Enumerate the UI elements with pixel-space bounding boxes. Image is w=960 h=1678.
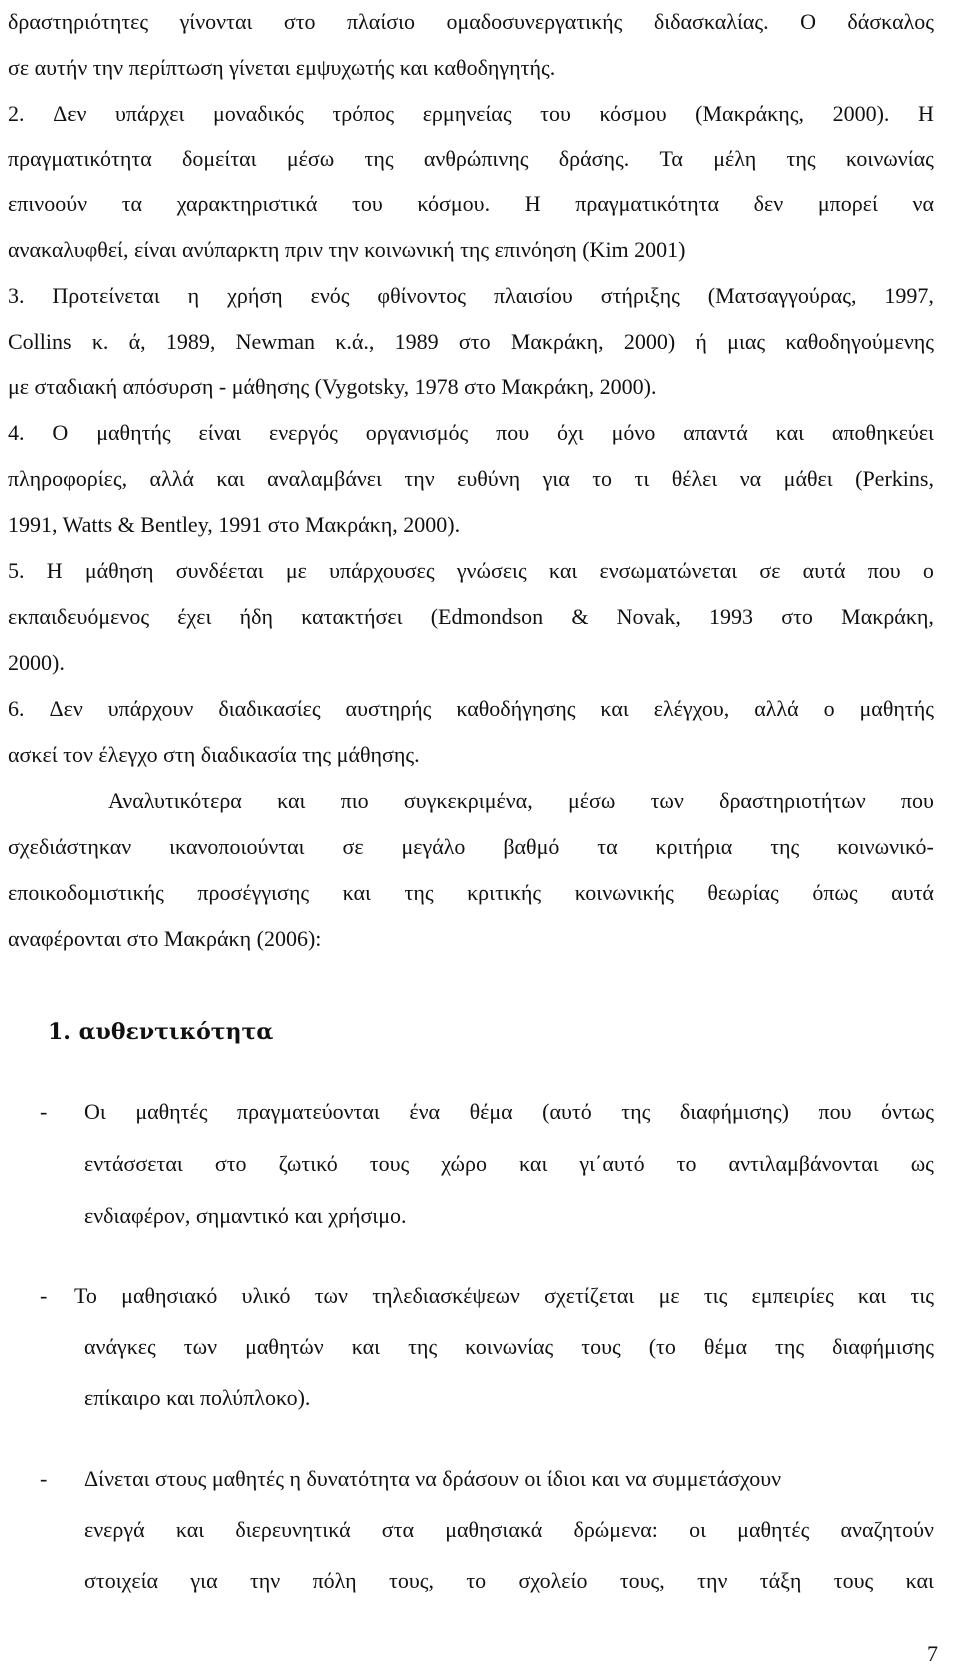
word: ένα	[409, 1099, 441, 1124]
word: 1989,	[165, 329, 216, 354]
word: που	[818, 1099, 852, 1124]
bullet-line	[84, 1567, 934, 1595]
word: θέλει	[671, 466, 718, 491]
word: Η	[524, 191, 541, 216]
word: των	[183, 1334, 218, 1359]
word: τους	[833, 1568, 874, 1593]
word: 2000).	[832, 101, 890, 126]
word: φθίνοντος	[377, 283, 467, 308]
word: τα	[597, 834, 618, 859]
word: αντιλαμβάνονται	[728, 1151, 879, 1176]
word: οι	[689, 1517, 706, 1542]
word: εκπαιδευόμενος	[8, 604, 150, 629]
word: που	[867, 558, 901, 583]
word: σχετίζεται	[544, 1283, 635, 1308]
word: διαδικασίες	[218, 696, 321, 721]
word: έχει	[177, 604, 212, 629]
word: αναζητούν	[840, 1517, 934, 1542]
word: 5.	[8, 558, 25, 583]
text-line	[8, 145, 934, 173]
word: πιο	[340, 788, 369, 813]
word: ομαδοσυνεργατικής	[446, 9, 623, 34]
word: να	[739, 466, 762, 491]
word: 3.	[8, 283, 25, 308]
word: (Perkins,	[855, 466, 934, 491]
word: τους	[581, 1334, 621, 1359]
word: σχολείο	[518, 1568, 588, 1593]
word: (Μακράκης,	[695, 101, 804, 126]
word: μέσω	[567, 788, 616, 813]
word: της	[408, 1334, 438, 1359]
word: δρώμενα:	[573, 1517, 658, 1542]
word: και	[216, 466, 245, 491]
word: θέμα	[703, 1334, 748, 1359]
word: διαφήμισης	[832, 1334, 934, 1359]
text-line	[8, 833, 934, 861]
word: τους,	[619, 1568, 665, 1593]
word: τάξη	[759, 1568, 802, 1593]
word: ενεργά	[84, 1517, 145, 1542]
word: εποικοδομιστικής	[8, 880, 164, 905]
word: και	[519, 1151, 548, 1176]
text-line: 1991, Watts & Bentley, 1991 στο Μακράκη, 2000).	[8, 512, 461, 537]
word: συνδέεται	[175, 558, 264, 583]
word: μάθει	[783, 466, 833, 491]
word: διαφήμισης)	[679, 1099, 789, 1124]
word: σε	[759, 558, 781, 583]
word: 2000)	[623, 329, 676, 354]
word: Η	[917, 101, 934, 126]
bullet-dash: -	[40, 1099, 48, 1124]
word: στήριξης	[600, 283, 680, 308]
word: μαθησιακό	[121, 1283, 218, 1308]
word: δράσης.	[558, 146, 630, 171]
word: στο	[214, 1151, 247, 1176]
word: είναι	[198, 420, 242, 445]
word: ο	[823, 696, 835, 721]
word: δραστηριότητες	[8, 9, 149, 34]
word: μαθητής	[96, 420, 171, 445]
word: στοιχεία	[84, 1568, 159, 1593]
word: Οι	[84, 1099, 106, 1124]
text-line: αναφέρονται στο Μακράκη (2006):	[8, 926, 322, 951]
word: δομείται	[182, 146, 257, 171]
word: Ο	[52, 420, 69, 445]
word: γνώσεις	[456, 558, 527, 583]
word: υλικό	[241, 1283, 291, 1308]
word: και	[775, 420, 805, 445]
word: ήδη	[239, 604, 274, 629]
word: των	[314, 1283, 348, 1308]
word: πληροφορίες,	[8, 466, 128, 491]
word: της	[770, 834, 800, 859]
bullet-line: Δίνεται στους μαθητές η δυνατότητα να δράσουν οι ίδιοι και να συμμετάσχουν	[84, 1466, 782, 1491]
word: (αυτό	[542, 1099, 592, 1124]
text-line	[108, 787, 934, 815]
word: βαθμό	[503, 834, 560, 859]
section-heading: 1. αυθεντικότητα	[48, 1019, 274, 1045]
word: Δεν	[49, 696, 83, 721]
word: του	[352, 191, 383, 216]
word: 1997,	[884, 283, 934, 308]
word: κοινωνικό-	[837, 834, 934, 859]
word: δραστηριοτήτων	[719, 788, 866, 813]
word: της	[786, 146, 816, 171]
word: &	[571, 604, 589, 629]
word: κοινωνίας	[465, 1334, 554, 1359]
text-line	[8, 419, 934, 447]
word: δάσκαλος	[847, 9, 934, 34]
word: Collins	[8, 329, 72, 354]
word: στο	[458, 329, 491, 354]
word: προσέγγισης	[197, 880, 310, 905]
word: χώρο	[441, 1151, 487, 1176]
word: ο	[922, 558, 934, 583]
word: γίνονται	[179, 9, 253, 34]
word: τηλεδιασκέψεων	[372, 1283, 520, 1308]
word: Δεν	[53, 101, 87, 126]
word: που	[496, 420, 530, 445]
word: 6.	[8, 696, 25, 721]
bullet-line	[74, 1282, 934, 1310]
word: αυτά	[891, 880, 934, 905]
word: 1989	[394, 329, 439, 354]
text-line: σε αυτήν την περίπτωση γίνεται εμψυχωτής και καθοδηγητής.	[8, 55, 556, 80]
word: αυστηρής	[345, 696, 432, 721]
word: ανθρώπινης	[423, 146, 529, 171]
word: μέσω	[286, 146, 335, 171]
text-line	[8, 100, 934, 128]
bullet-dash: -	[40, 1283, 48, 1308]
word: στο	[283, 9, 316, 34]
word: πόλη	[312, 1568, 357, 1593]
word: μοναδικός	[213, 101, 304, 126]
word: και	[175, 1517, 205, 1542]
word: Τα	[659, 146, 683, 171]
word: ζωτικό	[278, 1151, 338, 1176]
word: κόσμου.	[417, 191, 491, 216]
text-line	[8, 190, 934, 218]
word: αποθηκεύει	[831, 420, 934, 445]
bullet-line	[84, 1150, 934, 1178]
word: των	[650, 788, 684, 813]
word: της	[775, 1334, 805, 1359]
bullet-line	[84, 1516, 934, 1544]
word: ενσωματώνεται	[599, 558, 738, 583]
word: το	[592, 466, 613, 491]
word: αλλά	[149, 466, 194, 491]
text-line	[8, 557, 934, 585]
word: ως	[910, 1151, 934, 1176]
word: Ο	[800, 9, 816, 34]
word: την	[249, 1568, 281, 1593]
word: πραγματικότητα	[575, 191, 719, 216]
text-line	[8, 879, 934, 907]
word: κατακτήσει	[301, 604, 403, 629]
text-line	[8, 603, 934, 631]
word: την	[404, 466, 435, 491]
word: κριτήρια	[655, 834, 733, 859]
word: Η	[46, 558, 63, 583]
word: στο	[781, 604, 813, 629]
word: της	[364, 146, 394, 171]
word: τις	[703, 1283, 728, 1308]
bullet-line	[84, 1098, 934, 1126]
word: και	[600, 696, 629, 721]
word: η	[187, 283, 200, 308]
word: την	[697, 1568, 728, 1593]
word: διδασκαλίας.	[653, 9, 769, 34]
word: αναλαμβάνει	[267, 466, 382, 491]
word: πλαισίου	[493, 283, 573, 308]
word: θέμα	[469, 1099, 513, 1124]
word: αλλά	[754, 696, 799, 721]
word: υπάρχει	[115, 101, 185, 126]
word: και	[548, 558, 578, 583]
word: ευθύνη	[457, 466, 521, 491]
word: υπάρχουσες	[329, 558, 435, 583]
word: (Ματσαγγούρας,	[707, 283, 857, 308]
word: χαρακτηριστικά	[176, 191, 318, 216]
word: τις	[910, 1283, 934, 1308]
text-line	[8, 328, 934, 356]
word: για	[190, 1568, 218, 1593]
word: ερμηνείας	[422, 101, 512, 126]
word: χρήση	[227, 283, 283, 308]
word: και	[342, 880, 371, 905]
word: επινοούν	[8, 191, 88, 216]
word: Προτείνεται	[52, 283, 160, 308]
word: (το	[648, 1334, 676, 1359]
word: όντως	[880, 1099, 934, 1124]
word: ανάγκες	[84, 1334, 156, 1359]
bullet-line: ενδιαφέρον, σημαντικό και χρήσιμο.	[84, 1203, 407, 1228]
text-line: ασκεί τον έλεγχο στη διαδικασία της μάθησης.	[8, 742, 420, 767]
word: μπορεί	[817, 191, 878, 216]
text-line	[8, 8, 934, 36]
word: εμπειρίες	[751, 1283, 834, 1308]
word: πραγματεύονται	[236, 1099, 380, 1124]
text-line	[8, 695, 934, 723]
bullet-line: επίκαιρο και πολύπλοκο).	[84, 1385, 311, 1410]
word: του	[540, 101, 571, 126]
word: 1993	[709, 604, 754, 629]
word: πραγματικότητα	[8, 146, 152, 171]
word: τους	[369, 1151, 410, 1176]
word: κοινωνικής	[574, 880, 674, 905]
word: απαντά	[683, 420, 748, 445]
word: ή	[695, 329, 707, 354]
word: μαθησιακά	[445, 1517, 543, 1542]
word: και	[905, 1568, 934, 1593]
word: δεν	[753, 191, 784, 216]
word: Μακράκη,	[510, 329, 604, 354]
word: μιας	[727, 329, 766, 354]
word: και	[857, 1283, 887, 1308]
word: μεγάλο	[401, 834, 466, 859]
word: κ.	[91, 329, 109, 354]
word: μαθητών	[245, 1334, 324, 1359]
word: εντάσσεται	[84, 1151, 183, 1176]
word: 4.	[8, 420, 25, 445]
word: με	[658, 1283, 680, 1308]
word: κριτικής	[467, 880, 542, 905]
page-number: 7	[927, 1641, 938, 1666]
word: στα	[381, 1517, 415, 1542]
word: όχι	[557, 420, 584, 445]
word: ελέγχου,	[653, 696, 730, 721]
word: που	[900, 788, 934, 813]
word: αυτά	[802, 558, 846, 583]
word: σχεδιάστηκαν	[8, 834, 132, 859]
text-line: ανακαλυφθεί, είναι ανύπαρκτη πριν την κοινωνική της επινόηση (Kim 2001)	[8, 237, 686, 262]
word: θεωρίας	[707, 880, 779, 905]
word: σε	[342, 834, 364, 859]
word: γι΄αυτό	[579, 1151, 645, 1176]
word: όπως	[812, 880, 858, 905]
word: Αναλυτικότερα	[108, 788, 242, 813]
word: το	[676, 1151, 697, 1176]
word: της	[404, 880, 434, 905]
word: Novak,	[616, 604, 681, 629]
word: καθοδηγούμενης	[785, 329, 934, 354]
text-line: με σταδιακή απόσυρση - μάθησης (Vygotsky, 1978 στο Μακράκη, 2000).	[8, 374, 657, 399]
word: κοινωνίας	[845, 146, 934, 171]
word: μέλη	[713, 146, 757, 171]
word: τρόπος	[332, 101, 395, 126]
word: το	[466, 1568, 487, 1593]
word: συγκεκριμένα,	[403, 788, 533, 813]
word: ικανοποιούνται	[169, 834, 305, 859]
word: μαθητές	[135, 1099, 208, 1124]
word: της	[621, 1099, 651, 1124]
word: και	[351, 1334, 381, 1359]
word: να	[912, 191, 934, 216]
text-line	[8, 282, 934, 310]
word: διερευνητικά	[235, 1517, 351, 1542]
word: κ.ά.,	[335, 329, 375, 354]
word: ενός	[310, 283, 350, 308]
word: ενεργός	[269, 420, 338, 445]
word: μάθηση	[84, 558, 154, 583]
word: οργανισμός	[365, 420, 469, 445]
word: για	[542, 466, 570, 491]
word: Newman	[235, 329, 316, 354]
word: 2.	[8, 101, 25, 126]
bullet-dash: -	[40, 1466, 48, 1491]
word: πλαίσιο	[347, 9, 416, 34]
word: καθοδήγησης	[456, 696, 576, 721]
word: τα	[121, 191, 143, 216]
word: μόνο	[611, 420, 656, 445]
word: Το	[74, 1283, 97, 1308]
word: Μακράκη,	[841, 604, 934, 629]
word: τους,	[389, 1568, 434, 1593]
word: μαθητές	[737, 1517, 810, 1542]
word: κόσμου	[599, 101, 667, 126]
bullet-line	[84, 1333, 934, 1361]
word: μαθητής	[859, 696, 934, 721]
word: ά,	[128, 329, 146, 354]
word: (Edmondson	[430, 604, 544, 629]
word: τι	[634, 466, 650, 491]
text-line	[8, 465, 934, 493]
word: με	[285, 558, 307, 583]
text-line: 2000).	[8, 650, 65, 675]
word: υπάρχουν	[107, 696, 194, 721]
word: και	[277, 788, 306, 813]
